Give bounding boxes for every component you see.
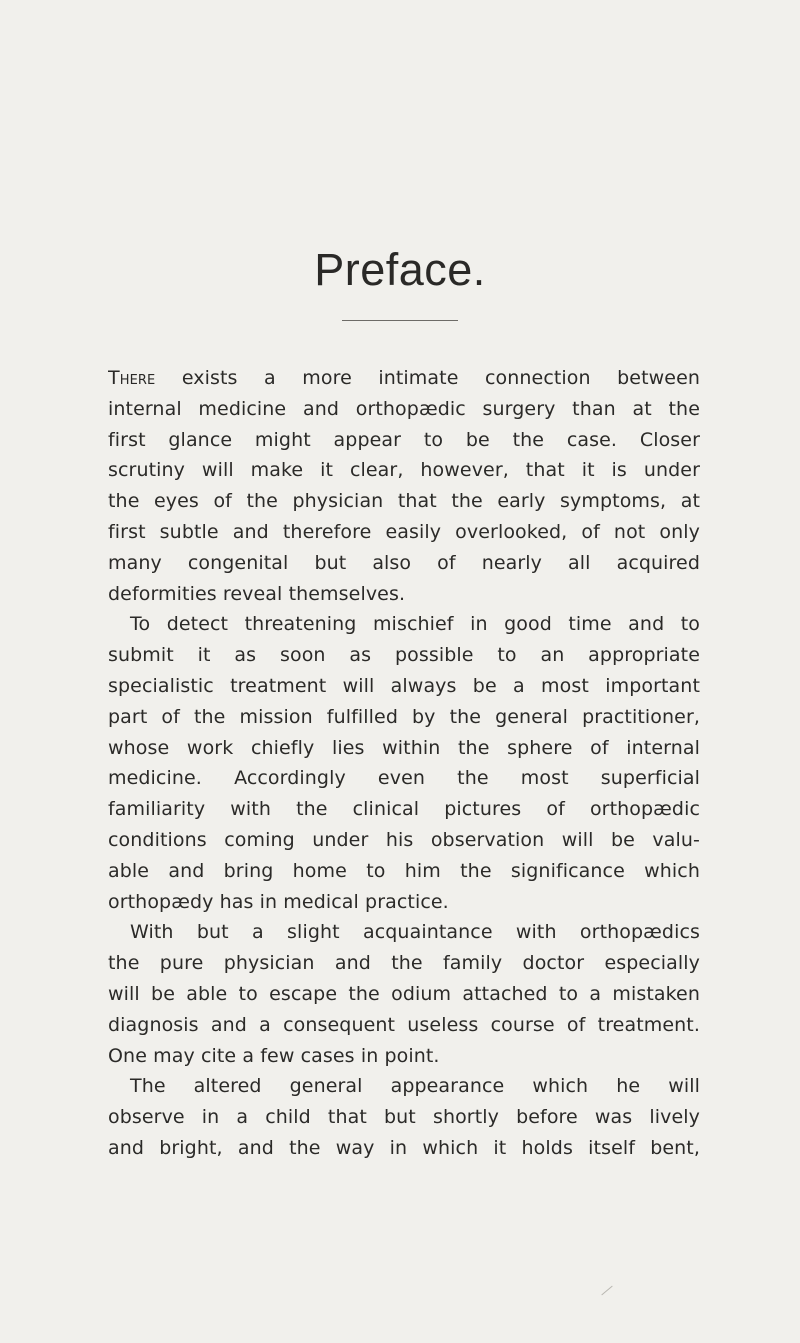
text-line: the pure physician and the family doctor especially bbox=[108, 952, 700, 975]
page-blemish bbox=[601, 1286, 612, 1296]
text-line bbox=[108, 363, 700, 394]
text-fragment: exists a more intimate connection between bbox=[155, 367, 700, 389]
title-divider bbox=[342, 320, 458, 321]
page-title: Preface. bbox=[314, 244, 486, 295]
text-line: specialistic treatment will always be a most important bbox=[108, 674, 700, 697]
text-line: diagnosis and a consequent useless course of treatment. bbox=[108, 1013, 700, 1036]
preface-body bbox=[108, 363, 700, 1164]
text-line: deformities reveal themselves. bbox=[108, 582, 406, 605]
text-line: many congenital but also of nearly all acquired bbox=[108, 551, 700, 574]
text-line: familiarity with the clinical pictures of orthopædic bbox=[108, 798, 700, 821]
text-line: able and bring home to him the significance which bbox=[108, 859, 700, 882]
text-line: the eyes of the physician that the early symptoms, at bbox=[108, 490, 700, 513]
text-line: first subtle and therefore easily overlooked, of not only bbox=[108, 520, 700, 543]
text-line: whose work chiefly lies within the sphere of internal bbox=[108, 736, 700, 759]
text-line: With but a slight acquaintance with orthopædics bbox=[130, 921, 700, 944]
text-line: medicine. Accordingly even the most superficial bbox=[108, 767, 700, 790]
text-line: part of the mission fulfilled by the general practitioner, bbox=[108, 705, 700, 728]
text-line: and bright, and the way in which it holds itself bent, bbox=[108, 1136, 700, 1159]
text-line: One may cite a few cases in point. bbox=[108, 1044, 440, 1067]
text-line: To detect threatening mischief in good time and to bbox=[130, 613, 700, 636]
text-line: scrutiny will make it clear, however, that it is under bbox=[108, 459, 700, 482]
text-line: observe in a child that but shortly before was lively bbox=[108, 1106, 700, 1129]
text-line: internal medicine and orthopædic surgery than at the bbox=[108, 397, 700, 420]
text-line: first glance might appear to be the case. Closer bbox=[108, 428, 700, 451]
text-line: will be able to escape the odium attached to a mistaken bbox=[108, 982, 700, 1005]
text-line: orthopædy has in medical practice. bbox=[108, 890, 449, 913]
drop-word: There bbox=[108, 367, 156, 389]
text-line: The altered general appearance which he will bbox=[130, 1075, 700, 1098]
text-line: submit it as soon as possible to an appropriate bbox=[108, 644, 700, 667]
text-line: conditions coming under his observation will be valu- bbox=[108, 828, 700, 851]
